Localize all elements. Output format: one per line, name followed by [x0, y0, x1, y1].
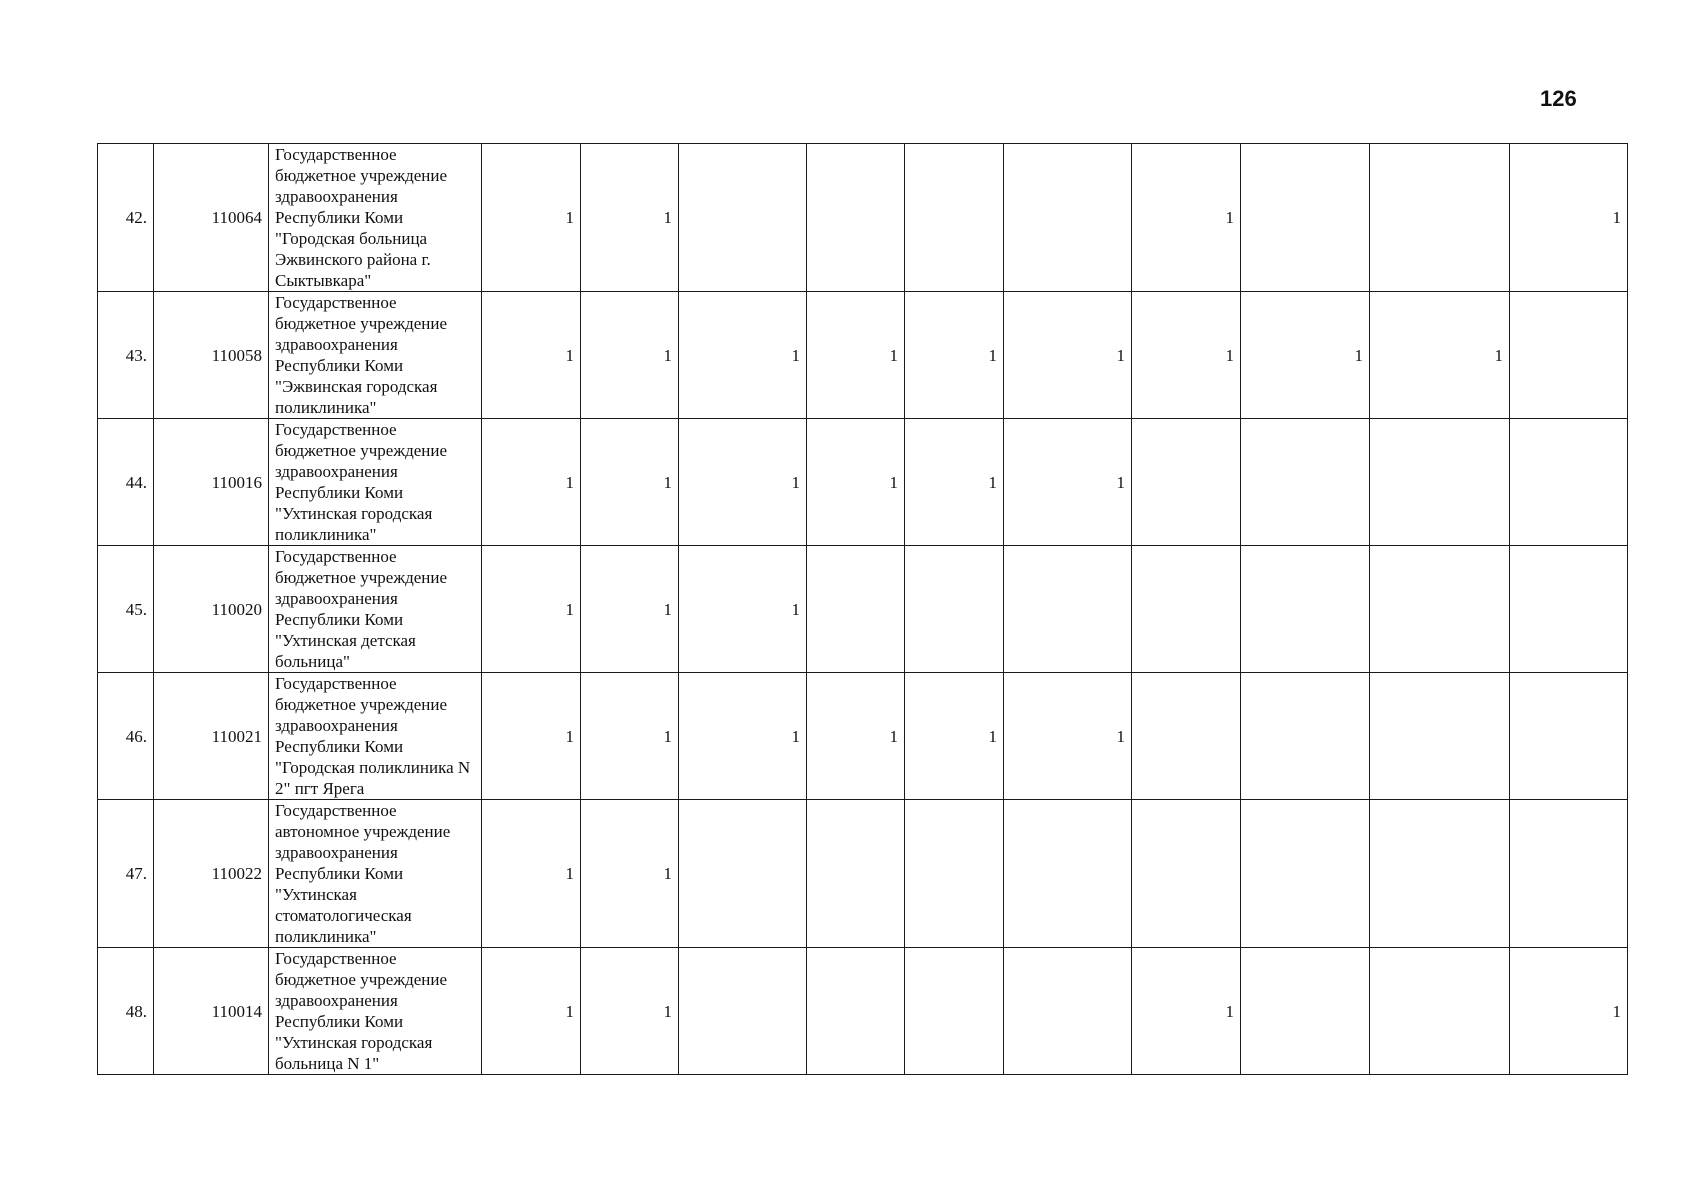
row-number: 47.	[98, 800, 154, 948]
institution-code: 110016	[154, 419, 269, 546]
value-cell: 1	[581, 546, 679, 673]
value-cell	[679, 144, 807, 292]
value-cell: 1	[581, 292, 679, 419]
value-cell: 1	[807, 292, 905, 419]
value-cell: 1	[679, 546, 807, 673]
value-cell	[1132, 800, 1241, 948]
value-cell: 1	[581, 948, 679, 1075]
value-cell	[1241, 948, 1370, 1075]
institution-code: 110020	[154, 546, 269, 673]
row-number: 42.	[98, 144, 154, 292]
institution-name: Государственное бюджетное учреждение здравоохранения Республики Коми "Эжвинская городская поликлиника"	[269, 292, 482, 419]
value-cell	[1132, 673, 1241, 800]
value-cell: 1	[905, 419, 1004, 546]
table-row	[98, 948, 1628, 1075]
value-cell	[679, 800, 807, 948]
institution-name: Государственное бюджетное учреждение здравоохранения Республики Коми "Ухтинская городская поликлиника"	[269, 419, 482, 546]
row-number: 46.	[98, 673, 154, 800]
institution-name: Государственное бюджетное учреждение здравоохранения Республики Коми "Городская поликлиника N 2" пгт Ярега	[269, 673, 482, 800]
value-cell	[1241, 673, 1370, 800]
value-cell	[1004, 546, 1132, 673]
page-number: 126	[1540, 86, 1577, 111]
table-row	[98, 800, 1628, 948]
value-cell	[1370, 673, 1510, 800]
table-row	[98, 546, 1628, 673]
value-cell	[905, 144, 1004, 292]
value-cell	[1370, 419, 1510, 546]
institution-code: 110064	[154, 144, 269, 292]
value-cell	[1004, 800, 1132, 948]
value-cell: 1	[1370, 292, 1510, 419]
table-row	[98, 673, 1628, 800]
value-cell	[1004, 948, 1132, 1075]
table-row	[98, 292, 1628, 419]
value-cell	[1241, 144, 1370, 292]
institution-code: 110022	[154, 800, 269, 948]
value-cell	[905, 800, 1004, 948]
value-cell: 1	[1004, 673, 1132, 800]
value-cell	[679, 948, 807, 1075]
value-cell	[1004, 144, 1132, 292]
table-row	[98, 419, 1628, 546]
value-cell	[807, 546, 905, 673]
value-cell	[1241, 546, 1370, 673]
institution-code: 110014	[154, 948, 269, 1075]
value-cell: 1	[1004, 419, 1132, 546]
value-cell: 1	[1510, 948, 1628, 1075]
value-cell	[1510, 419, 1628, 546]
row-number: 44.	[98, 419, 154, 546]
value-cell: 1	[1132, 948, 1241, 1075]
value-cell: 1	[1241, 292, 1370, 419]
value-cell	[1370, 800, 1510, 948]
value-cell	[1370, 144, 1510, 292]
value-cell: 1	[482, 673, 581, 800]
value-cell: 1	[679, 292, 807, 419]
value-cell: 1	[482, 948, 581, 1075]
value-cell	[807, 800, 905, 948]
value-cell: 1	[482, 144, 581, 292]
institution-name: Государственное автономное учреждение здравоохранения Республики Коми "Ухтинская стоматологическая поликлиника"	[269, 800, 482, 948]
value-cell	[1510, 546, 1628, 673]
value-cell: 1	[1510, 144, 1628, 292]
institution-name: Государственное бюджетное учреждение здравоохранения Республики Коми "Ухтинская городская больница N 1"	[269, 948, 482, 1075]
table-row	[98, 144, 1628, 292]
value-cell: 1	[482, 292, 581, 419]
institution-name: Государственное бюджетное учреждение здравоохранения Республики Коми "Городская больница Эжвинского района г. Сыктывкара"	[269, 144, 482, 292]
value-cell: 1	[905, 673, 1004, 800]
value-cell	[807, 948, 905, 1075]
value-cell: 1	[679, 673, 807, 800]
value-cell: 1	[482, 546, 581, 673]
value-cell: 1	[807, 673, 905, 800]
value-cell: 1	[482, 800, 581, 948]
value-cell	[1132, 419, 1241, 546]
data-table	[97, 143, 1628, 1075]
value-cell: 1	[1004, 292, 1132, 419]
value-cell	[1241, 800, 1370, 948]
institution-code: 110058	[154, 292, 269, 419]
value-cell: 1	[807, 419, 905, 546]
row-number: 43.	[98, 292, 154, 419]
value-cell	[1241, 419, 1370, 546]
value-cell: 1	[1132, 144, 1241, 292]
table-body	[98, 144, 1628, 1075]
value-cell: 1	[581, 800, 679, 948]
value-cell	[1510, 673, 1628, 800]
value-cell: 1	[679, 419, 807, 546]
value-cell: 1	[581, 419, 679, 546]
value-cell	[1510, 292, 1628, 419]
value-cell	[807, 144, 905, 292]
value-cell: 1	[905, 292, 1004, 419]
value-cell	[1370, 948, 1510, 1075]
row-number: 45.	[98, 546, 154, 673]
value-cell	[1132, 546, 1241, 673]
value-cell	[1370, 546, 1510, 673]
value-cell	[905, 546, 1004, 673]
row-number: 48.	[98, 948, 154, 1075]
institution-name: Государственное бюджетное учреждение здравоохранения Республики Коми "Ухтинская детская больница"	[269, 546, 482, 673]
institution-code: 110021	[154, 673, 269, 800]
value-cell: 1	[581, 144, 679, 292]
value-cell	[1510, 800, 1628, 948]
value-cell	[905, 948, 1004, 1075]
value-cell: 1	[581, 673, 679, 800]
value-cell: 1	[1132, 292, 1241, 419]
value-cell: 1	[482, 419, 581, 546]
